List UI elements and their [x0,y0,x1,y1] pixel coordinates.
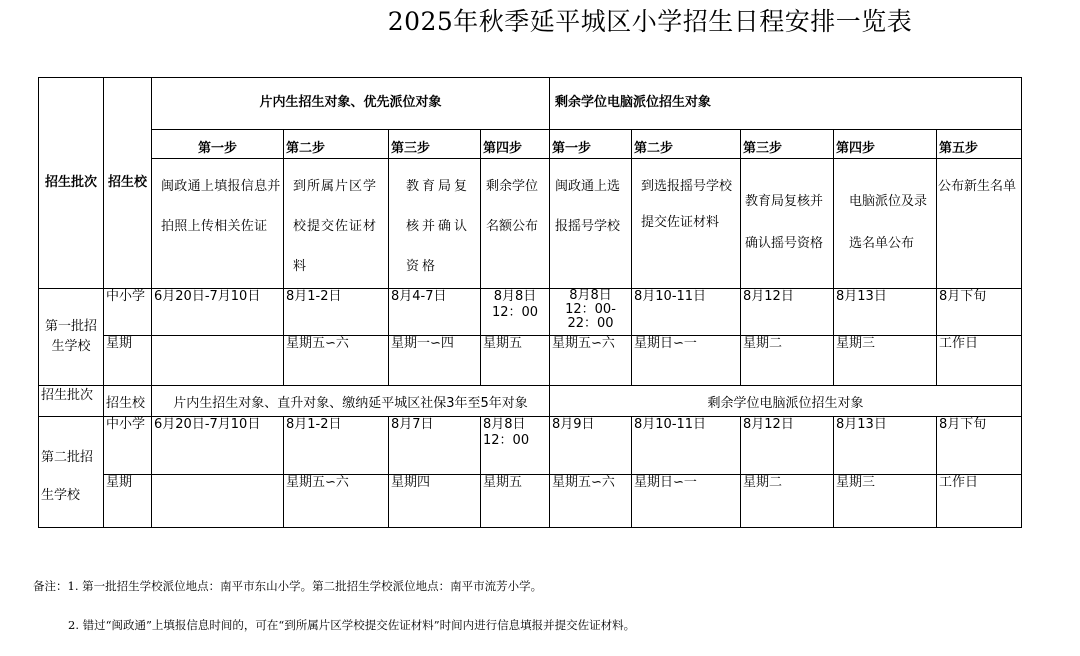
note-2: 2. 错过“闽政通”上填报信息时间的，可在“到所属片区学校提交佐证材料”时间内进行信息填报并提交佐证材料。 [68,618,636,632]
header-group-right: 剩余学位电脑派位招生对象 [555,95,712,111]
weekday-cell: 星期三 [836,475,876,490]
date-cell: 8月12日 [743,417,794,432]
row-label: 星期 [106,336,133,351]
step-desc: 闽政通上选报摇号学校 [555,179,621,234]
mid-header-batch: 招生批次 [41,388,94,403]
step-desc: 闽政通上填报信息并拍照上传相关佐证 [161,179,281,234]
step-desc: 电脑派位及录选名单公布 [849,194,928,251]
step-desc: 到所属片区学校提交佐证材料 [293,179,378,274]
date-cell: 8月8日 12：00 [483,417,530,449]
step-right-2: 第二步 [634,141,674,156]
step-right-1: 第一步 [552,141,592,156]
weekday-cell: 工作日 [939,475,979,490]
weekday-cell [151,335,284,386]
step-desc: 剩余学位名额公布 [486,179,539,234]
date-cell: 8月13日 [836,417,887,432]
weekday-cell: 星期二 [743,475,783,490]
weekday-cell: 星期日∽一 [634,336,697,351]
step-left-3: 第三步 [391,141,431,156]
page-title: 2025年秋季延平城区小学招生日程安排一览表 [387,7,913,36]
weekday-cell: 星期五∽六 [552,336,615,351]
date-cell: 8月13日 [836,289,887,304]
weekday-cell: 星期五 [483,336,523,351]
date-cell: 8月下旬 [939,289,987,304]
step-right-3: 第三步 [743,141,783,156]
date-cell: 6月20日-7月10日 [154,417,261,432]
date-cell: 8月1-2日 [286,417,342,432]
weekday-cell: 星期五 [483,475,523,490]
date-cell: 6月20日-7月10日 [154,289,261,304]
header-batch: 招生批次 [44,174,97,190]
date-cell: 8月8日 12：00-22：00 [565,288,616,331]
date-cell: 8月4-7日 [391,289,447,304]
step-desc: 公布新生名单 [938,179,1017,194]
step-left-2: 第二步 [286,141,326,156]
row-label: 中小学 [106,289,146,304]
date-cell: 8月7日 [391,417,434,432]
weekday-cell: 星期五∽六 [286,336,349,351]
weekday-cell: 星期四 [391,475,431,490]
date-cell: 8月12日 [743,289,794,304]
weekday-cell: 星期三 [836,336,876,351]
step-desc: 到选报摇号学校提交佐证材料 [641,179,733,230]
header-group-left: 片内生招生对象、优先派位对象 [259,95,442,111]
date-cell: 8月1-2日 [286,289,342,304]
date-cell: 8月8日 12：00 [491,289,539,321]
header-school: 招生校 [107,174,147,190]
step-left-4: 第四步 [483,141,523,156]
mid-header-group-left: 片内生招生对象、直升对象、缴纳延平城区社保3年至5年对象 [173,396,528,412]
date-cell: 8月10-11日 [634,417,707,432]
step-left-1: 第一步 [197,141,237,156]
weekday-cell: 星期五∽六 [286,475,349,490]
weekday-cell [151,474,284,528]
weekday-cell: 星期日∽一 [634,475,697,490]
row-label: 中小学 [106,417,146,432]
mid-header-group-right: 剩余学位电脑派位招生对象 [707,396,864,412]
weekday-cell: 星期二 [743,336,783,351]
weekday-cell: 星期五∽六 [552,475,615,490]
weekday-cell: 星期一∽四 [391,336,454,351]
step-desc: 教育局复核并确认摇号资格 [745,194,824,251]
date-cell: 8月9日 [552,417,595,432]
date-cell: 8月下旬 [939,417,987,432]
batch1-label: 第一批招生学校 [44,319,97,354]
step-desc: 教育局复核并确认资格 [406,179,471,274]
step-right-4: 第四步 [836,141,876,156]
step-right-5: 第五步 [939,141,979,156]
weekday-cell: 工作日 [939,336,979,351]
row-label: 星期 [106,475,133,490]
batch2-label: 第二批招生学校 [41,450,94,503]
note-1: 备注：1. 第一批招生学校派位地点：南平市东山小学。第二批招生学校派位地点：南平市流芳小学。 [33,579,543,593]
date-cell: 8月10-11日 [634,289,707,304]
mid-header-school: 招生校 [106,396,146,412]
